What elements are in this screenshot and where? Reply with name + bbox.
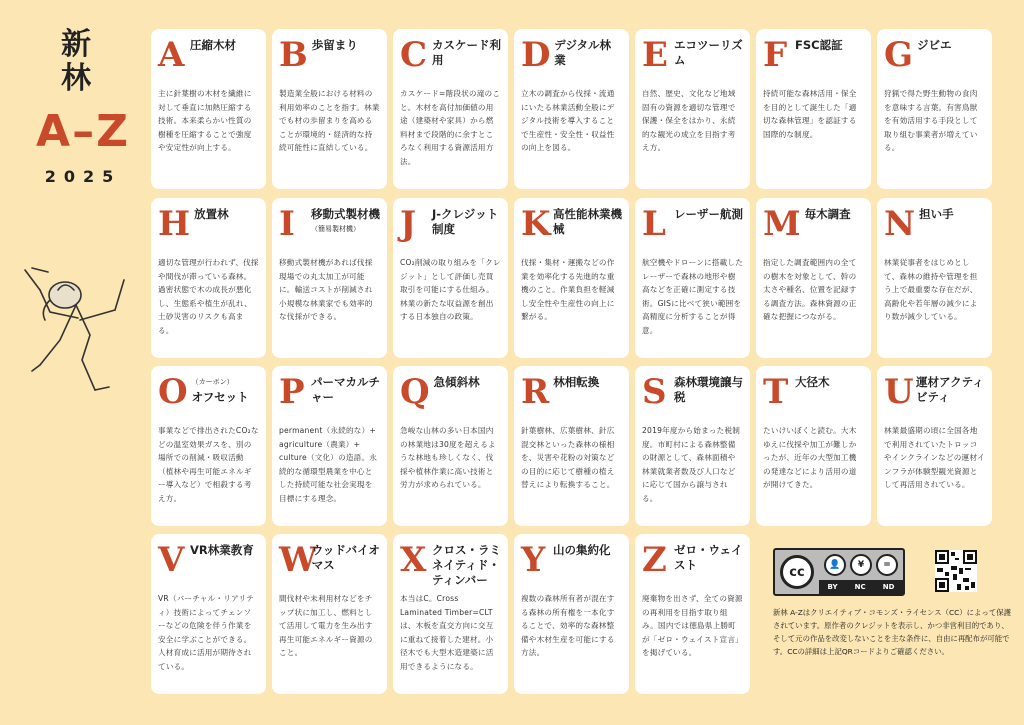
term-title-text: 圧縮木材 — [190, 38, 236, 52]
license-text: 新林 A-Zはクリエイティブ・コモンズ・ライセンス（CC）によって保護されています。原作者のクレジットを表示し、かつ非営利目的であり、そして元の作品を改変しないことを主な条件に、自由に再配布が可能です。CCの詳細は上記QRコードよりご確認ください。 — [773, 608, 1011, 656]
term-title-text: ウッドバイオマス — [311, 543, 380, 572]
term-description: 事業などで排出されたCO₂などの温室効果ガスを、別の場所での削減・吸収活動（植林や再生可能エネルギー導入など）で相殺する考え方。 — [158, 426, 259, 503]
brand-year: 2025 — [44, 167, 122, 186]
term-description: たいけいぼくと読む。大木ゆえに伐採や加工が難しかったが、近年の大型加工機の発達などにより活用の道が開けてきた。 — [763, 426, 857, 489]
term-title-text: 森林環境譲与税 — [674, 375, 743, 404]
term-title — [432, 35, 501, 68]
term-card-l — [635, 198, 750, 358]
term-card-a — [151, 29, 266, 189]
term-letter: L — [642, 204, 666, 244]
term-card-t — [756, 366, 871, 526]
term-letter: U — [884, 372, 914, 412]
term-title-text: 毎木調査 — [804, 207, 851, 221]
term-title — [312, 540, 380, 573]
term-title — [434, 372, 480, 390]
term-title — [674, 540, 743, 573]
term-letter: J — [400, 204, 417, 244]
term-card-b — [272, 29, 387, 189]
term-letter: M — [763, 204, 801, 244]
term-letter: H — [158, 204, 191, 244]
term-letter: R — [521, 372, 550, 412]
term-card-s — [635, 366, 750, 526]
term-title-text: 放置林 — [194, 207, 229, 221]
term-title-text: 大径木 — [795, 375, 830, 389]
term-letter: T — [763, 372, 789, 412]
term-title-text: ジビエ — [917, 38, 952, 52]
sidebar — [0, 0, 148, 725]
term-title — [312, 35, 358, 53]
term-title — [190, 540, 254, 558]
term-card-o — [151, 366, 266, 526]
term-title-text: J-クレジット制度 — [432, 207, 499, 236]
term-description: 林業従事者をはじめとして、森林の維持や管理を担う上で最重要な存在だが、高齢化や若年層の減少により数が減少している。 — [884, 258, 978, 321]
brand-title: 新 林 — [61, 27, 105, 96]
term-description: 移動式製材機があれば伐採現場での丸太加工が可能に。輸送コストが削減され小規模な林業家でも効率的な伐採ができる。 — [279, 258, 373, 321]
term-description: 指定した調査範囲内の全ての樹木を対象として、幹の太さや種名、位置を記録する調査方法。森林資源の正確な把握につながる。 — [763, 258, 857, 321]
term-card-i — [272, 198, 387, 358]
term-title — [916, 372, 985, 405]
term-card-y — [514, 534, 629, 694]
brand-block — [28, 28, 138, 188]
term-letter: C — [400, 35, 428, 75]
term-subtitle: （簡易製材機） — [311, 225, 360, 233]
term-letter: F — [763, 35, 788, 75]
term-title-text: 担い手 — [919, 207, 954, 221]
term-title-text: クロス・ラミネイティド・ティンバー — [432, 543, 501, 587]
term-title — [674, 35, 743, 68]
term-card-k — [514, 198, 629, 358]
term-title — [553, 204, 622, 237]
term-title-text: 移動式製材機 — [311, 207, 380, 221]
term-letter: I — [279, 204, 295, 244]
term-card-f — [756, 29, 871, 189]
term-title — [190, 35, 236, 53]
term-title — [795, 372, 830, 390]
term-letter: N — [884, 204, 916, 244]
term-letter: Z — [642, 540, 667, 580]
term-description: 間伐材や未利用材などをチップ状に加工し、燃料として活用して電力を生み出す再生可能エネルギー資源のこと。 — [279, 594, 373, 657]
term-title-text: 林相転換 — [553, 375, 600, 389]
term-title — [553, 372, 599, 390]
term-description: 持続可能な森林活用・保全を目的として誕生した「適切な森林管理」を認証する国際的な制度。 — [763, 89, 857, 139]
term-description: 立木の調査から伐採・流通にいたる林業活動全般にデジタル技術を導入することで生産性・安全性・収益性の向上を図る。 — [521, 89, 615, 152]
term-letter: X — [400, 540, 427, 580]
term-letter: W — [279, 540, 318, 580]
term-title — [917, 35, 952, 53]
term-description: カスケード=階段状の滝のこと。木材を高付加価値の用途（建築材や家具）から燃料材まで段階的に余すところなく利用する資源活用方法。 — [400, 89, 501, 166]
term-title-text: パーマカルチャー — [311, 375, 380, 404]
label-nd: ND — [882, 583, 895, 591]
term-card-h — [151, 198, 266, 358]
term-description: VR（バーチャル・リアリティ）技術によってチェンソーなどの危険を伴う作業を安全に学ぶことができる。人材育成に活用が期待されている。 — [158, 594, 254, 671]
term-card-u — [877, 366, 992, 526]
license-badge — [773, 548, 1013, 596]
term-card-z — [635, 534, 750, 694]
term-card-v — [151, 534, 266, 694]
term-title — [805, 204, 851, 222]
term-letter: E — [642, 35, 668, 75]
term-title-text: ゼロ・ウェイスト — [674, 543, 743, 572]
term-title-text: VR林業教育 — [190, 543, 254, 557]
term-title-text: 高性能林業機械 — [553, 207, 622, 236]
term-letter: S — [642, 372, 667, 412]
term-description: 伐採・集材・運搬などの作業を効率化する先進的な重機のこと。作業負担を軽減し安全性や生産性の向上に繋がる。 — [521, 258, 615, 321]
term-title-text: FSC認証 — [795, 38, 843, 52]
term-description: 航空機やドローンに搭載したレーザーで森林の地形や樹高などを正確に測定する技術。GISに比べて狭い範囲を高精度に分析することが得意。 — [642, 258, 744, 335]
term-title-text: 山の集約化 — [553, 543, 611, 557]
term-description: 狩猟で得た野生動物の食肉を意味する言葉。有害鳥獣を有効活用する手段として取り組む事業者が増えている。 — [884, 89, 978, 152]
term-title-text: カスケード利用 — [432, 38, 501, 67]
term-description: 複数の森林所有者が混在する森林の所有権を一本化することで、効率的な森林整備や木材生産を可能にする方法。 — [521, 594, 615, 657]
term-letter: G — [884, 35, 914, 75]
term-letter: K — [521, 204, 551, 244]
term-title — [795, 35, 843, 53]
term-card-c — [393, 29, 508, 189]
term-title — [432, 540, 501, 588]
term-title — [192, 372, 249, 405]
term-letter: D — [521, 35, 551, 75]
term-card-n — [877, 198, 992, 358]
term-title — [674, 372, 743, 405]
term-title — [432, 204, 501, 237]
term-description: 自然、歴史、文化など地域固有の資源を適切な管理で保護・保全をはかり、永続的な観光の成立を目指す考え方。 — [642, 89, 736, 152]
term-description: 林業最盛期の頃に全国各地で利用されていたトロッコやインクラインなどの運材インフラが体験型観光資源として再活用されている。 — [884, 426, 985, 489]
term-title — [194, 204, 229, 222]
term-title — [674, 204, 743, 222]
term-description: permanent（永続的な）+ agriculture（農業）+ culture（文化）の造語。永続的な循環型農業を中心とした持続可能な社会実現を目標にする理念。 — [279, 426, 378, 503]
term-title-text: エコツーリズム — [674, 38, 743, 67]
cc-icon: cc — [780, 555, 814, 589]
term-letter: P — [279, 372, 305, 412]
term-title-text: オフセット — [191, 390, 249, 404]
term-card-p — [272, 366, 387, 526]
nc-icon: ¥ — [850, 554, 872, 576]
term-title — [311, 372, 380, 405]
by-icon: 👤 — [824, 554, 846, 576]
term-title — [553, 540, 611, 558]
term-title-text: 急傾斜林 — [433, 375, 480, 389]
term-description: 2019年度から始まった税制度。市町村による森林整備の財源として、森林面積や林業就業者数及び人口などに応じて国から譲与される。 — [642, 426, 741, 503]
term-description: 廃棄物を出さず、全ての資源の再利用を目指す取り組み。国内では徳島県上勝町が「ゼロ・ウェイスト宣言」を掲げている。 — [642, 594, 743, 657]
brand-az: A–Z — [36, 106, 130, 157]
term-letter: Y — [521, 540, 546, 580]
term-title-text: レーザー航測 — [674, 207, 743, 221]
term-card-j — [393, 198, 508, 358]
term-card-g — [877, 29, 992, 189]
term-card-q — [393, 366, 508, 526]
term-card-m — [756, 198, 871, 358]
cc-by-nc-nd-badge — [773, 548, 905, 596]
term-card-w — [272, 534, 387, 694]
term-letter: B — [279, 35, 308, 75]
term-card-x — [393, 534, 508, 694]
term-subtitle: （カーボン） — [191, 378, 234, 386]
term-description: 急峻な山林の多い日本国内の林業地は30度を超えるような林地も珍しくなく、伐採や植林作業に高い技術と労力が求められている。 — [400, 426, 496, 489]
label-nc: NC — [854, 583, 866, 591]
term-title-text: デジタル林業 — [554, 38, 612, 67]
term-letter: Q — [400, 372, 430, 412]
term-card-e — [635, 29, 750, 189]
term-title-text: 歩留まり — [311, 38, 358, 52]
term-title — [554, 35, 622, 68]
term-description: 主に針葉樹の木材を繊維に対して垂直に加熱圧縮する技術。本来柔らかい性質の樹種を圧縮することで強度や安定性が向上する。 — [158, 89, 252, 152]
term-description: CO₂削減の取り組みを「クレジット」として評価し売買取引を可能にする仕組み。林業の新たな収益源を創出する日本独自の政策。 — [400, 258, 501, 321]
term-card-r — [514, 366, 629, 526]
term-description: 製造業全般における材料の利用効率のことを指す。林業でも材の歩留まりを高めることが環境的・経済的な持続可能性に直結している。 — [279, 89, 380, 152]
term-description: 本当はC。Cross Laminated Timber=CLTは、木板を直交方向に交互に重ねて接着した建材。小径木でも大型木造建築に活用できるようになる。 — [400, 594, 494, 671]
term-title — [919, 204, 954, 222]
term-title-text: 運材アクティビティ — [916, 375, 984, 404]
term-card-d — [514, 29, 629, 189]
term-description: 針葉樹林、広葉樹林、針広混交林といった森林の様相を、災害や花粉の対策などの目的に応じて樹種の植え替えにより転換すること。 — [521, 426, 615, 489]
term-letter: A — [158, 35, 185, 75]
qr-code[interactable] — [935, 550, 977, 592]
label-by: BY — [827, 583, 838, 591]
term-title — [311, 204, 380, 237]
nd-icon: = — [876, 554, 898, 576]
forester-illustration — [20, 250, 130, 400]
term-letter: V — [158, 540, 185, 580]
term-description: 適切な管理が行われず、伐採や間伐が滞っている森林。過密状態で木の成長が悪化し、生態系や植生が乱れ、土砂災害のリスクも高まる。 — [158, 258, 259, 335]
term-letter: O — [158, 372, 188, 412]
